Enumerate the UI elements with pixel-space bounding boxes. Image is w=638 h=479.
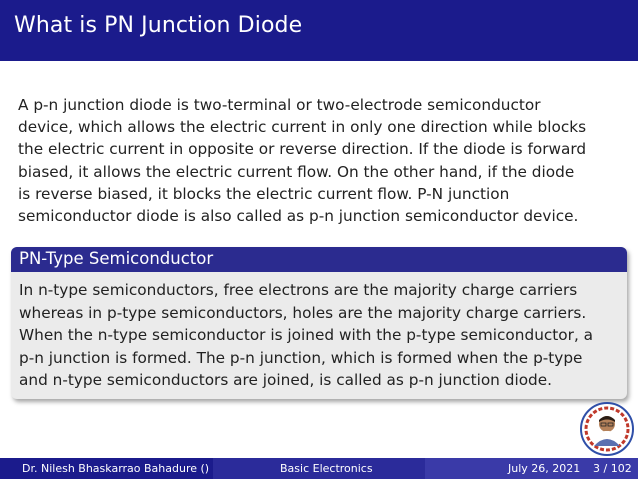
block-title: PN-Type Semiconductor — [19, 249, 214, 268]
block-line: When the n-type semiconductor is joined with the p-type semiconductor, a — [19, 326, 594, 344]
footer-course: Basic Electronics — [280, 462, 373, 475]
footer-author: Dr. Nilesh Bhaskarrao Bahadure () — [22, 462, 210, 475]
title-bar — [0, 0, 638, 61]
footer-page-number: 3 / 102 — [593, 462, 632, 475]
intro-line: device, which allows the electric current in only one direction while blocks — [18, 118, 587, 137]
footer-bar — [0, 458, 638, 479]
pn-type-block — [11, 247, 627, 399]
footer-date: July 26, 2021 — [508, 462, 581, 475]
intro-line: A p-n junction diode is two-terminal or two-electrode semiconductor — [18, 96, 541, 114]
block-line: whereas in p-type semiconductors, holes are the majority charge carriers. — [19, 303, 587, 322]
block-line: and n-type semiconductors are joined, is called as p-n junction diode. — [19, 371, 553, 389]
intro-line: biased, it allows the electric current flow. On the other hand, if the diode — [18, 162, 575, 181]
intro-line: is reverse biased, it blocks the electric current flow. P-N junction — [18, 184, 510, 203]
footer-author-segment — [0, 458, 213, 479]
block-body — [19, 279, 621, 392]
block-header — [11, 247, 627, 272]
intro-paragraph — [18, 94, 626, 227]
intro-line: semiconductor diode is also called as p-n junction semiconductor device. — [18, 207, 579, 226]
block-line: In n-type semiconductors, free electrons are the majority charge carriers — [19, 281, 578, 299]
block-line: p-n junction is formed. The p-n junction, which is formed when the p-type — [19, 348, 583, 367]
footer-date-page-segment — [425, 458, 638, 479]
slide-title: What is PN Junction Diode — [14, 13, 303, 38]
author-photo-logo — [580, 402, 634, 456]
footer-course-segment — [213, 458, 425, 479]
intro-line: the electric current in opposite or reverse direction. If the diode is forward — [18, 140, 587, 159]
